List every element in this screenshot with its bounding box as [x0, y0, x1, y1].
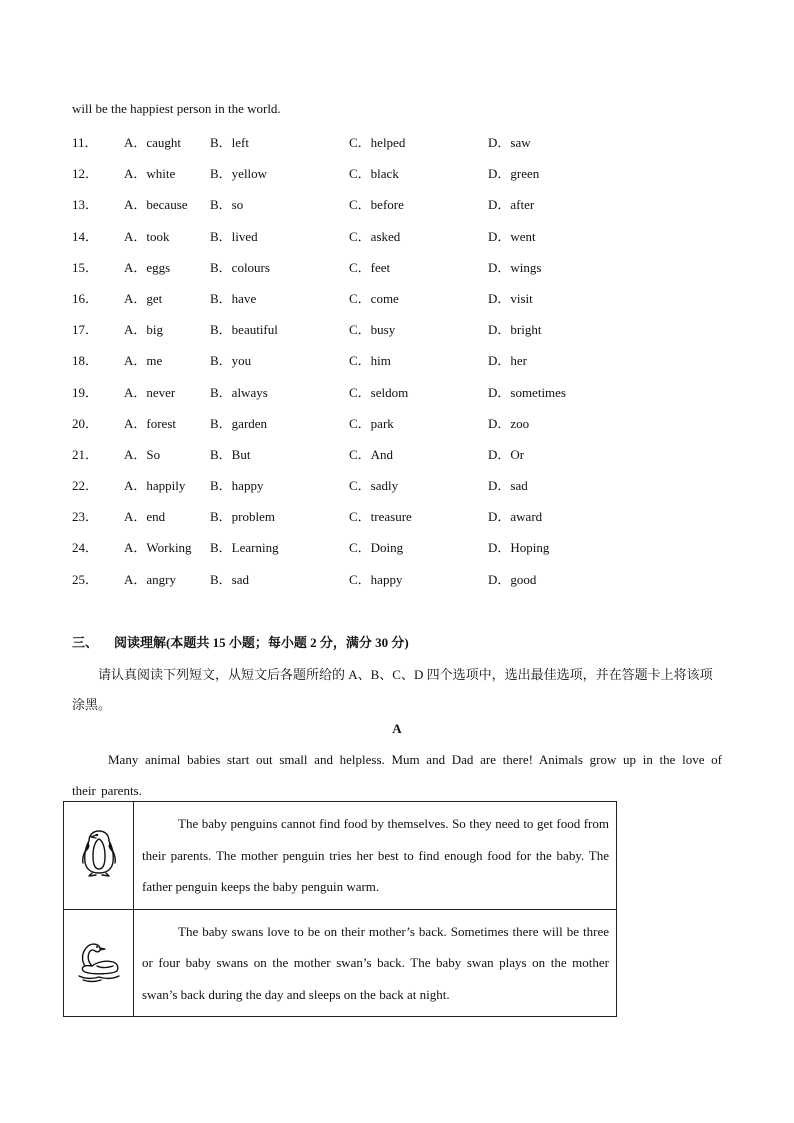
- question-number: 14．: [72, 228, 99, 244]
- option-a: A．So: [124, 446, 161, 462]
- question-number: 21．: [72, 446, 99, 462]
- question-row: [72, 475, 712, 506]
- question-row: [72, 537, 712, 568]
- option-d: D．Or: [488, 446, 525, 462]
- table-row: [64, 909, 617, 1017]
- option-c: C．seldom: [349, 384, 409, 400]
- option-c: C．black: [349, 166, 399, 182]
- question-number: 24．: [72, 540, 99, 556]
- option-b: B．But: [210, 446, 251, 462]
- option-b: B．have: [210, 290, 257, 306]
- section-number: 三、: [72, 635, 99, 650]
- option-b: B．happy: [210, 478, 264, 494]
- option-b: B．you: [210, 353, 252, 369]
- option-b: B．problem: [210, 509, 275, 525]
- option-c: C．treasure: [349, 509, 412, 525]
- question-number: 11．: [72, 135, 98, 150]
- option-c: C．him: [349, 353, 391, 369]
- option-a: A．end: [124, 509, 166, 525]
- option-a: A．big: [124, 322, 164, 338]
- option-a: A．caught: [124, 135, 182, 150]
- option-c: C．sadly: [349, 478, 399, 494]
- option-d: D．saw: [488, 135, 531, 150]
- question-row: [72, 382, 712, 413]
- question-number: 23．: [72, 509, 99, 525]
- option-d: D．went: [488, 228, 536, 244]
- option-d: D．sometimes: [488, 384, 566, 400]
- question-number: 12．: [72, 166, 99, 182]
- question-row: [72, 506, 712, 537]
- option-a: A．Working: [124, 540, 192, 556]
- question-row: [72, 226, 712, 257]
- question-row: [72, 319, 712, 350]
- option-d: D．zoo: [488, 415, 530, 431]
- penguin-text: The baby penguins cannot find food by themselves. So they need to get food from their parents. The mother penguin tries her best to find enough food for the baby. The father penguin keeps the baby penguin warm.: [134, 802, 617, 910]
- question-number: 19．: [72, 384, 99, 400]
- question-number: 13．: [72, 197, 99, 213]
- continuation-text: will be the happiest person in the world.: [72, 101, 281, 116]
- option-d: D．visit: [488, 290, 533, 306]
- option-c: C．feet: [349, 259, 391, 275]
- option-d: D．bright: [488, 322, 542, 338]
- question-list: [72, 132, 712, 600]
- option-c: C．helped: [349, 135, 406, 150]
- icon-cell: [64, 802, 134, 910]
- option-b: B．lived: [210, 228, 258, 244]
- question-row: [72, 413, 712, 444]
- section-instruction: 请认真阅读下列短文，从短文后各题所给的 A、B、C、D 四个选项中，选出最佳选项，并在答题卡上将该项涂黑。: [72, 667, 713, 712]
- option-b: B．beautiful: [210, 322, 278, 338]
- table-row: [64, 802, 617, 910]
- option-d: D．wings: [488, 259, 542, 275]
- passage-label: A: [392, 721, 402, 736]
- option-b: B．left: [210, 135, 249, 150]
- section-title: 阅读理解(本题共 15 小题；每小题 2 分，满分 30 分): [114, 635, 409, 650]
- question-row: [72, 569, 712, 600]
- question-row: [72, 132, 712, 163]
- option-a: A．me: [124, 353, 163, 369]
- option-a: A．forest: [124, 415, 176, 431]
- option-a: A．because: [124, 197, 188, 213]
- question-number: 17．: [72, 322, 99, 338]
- swan-text: The baby swans love to be on their mother’s back. Sometimes there will be three or four baby swans on the mother swan’s back. The baby swan plays on the mother swan’s back during the day and sleeps on the back at night.: [134, 909, 617, 1017]
- option-b: B．so: [210, 197, 244, 213]
- option-c: C．asked: [349, 228, 401, 244]
- animal-table: [63, 801, 617, 1017]
- question-number: 18．: [72, 353, 99, 369]
- option-a: A．angry: [124, 571, 176, 587]
- option-c: C．And: [349, 446, 394, 462]
- question-number: 22．: [72, 478, 99, 494]
- option-a: A．happily: [124, 478, 186, 494]
- question-row: [72, 350, 712, 381]
- option-d: D．sad: [488, 478, 528, 494]
- option-b: B．always: [210, 384, 268, 400]
- option-c: C．before: [349, 197, 404, 213]
- option-c: C．park: [349, 415, 394, 431]
- passage-intro: Many animal babies start out small and helpless. Mum and Dad are there! Animals grow up in the love of their parents.: [72, 752, 722, 798]
- question-row: [72, 257, 712, 288]
- option-d: D．good: [488, 571, 537, 587]
- question-row: [72, 444, 712, 475]
- option-b: B．yellow: [210, 166, 268, 182]
- icon-cell: [64, 909, 134, 1017]
- option-b: B．Learning: [210, 540, 279, 556]
- option-a: A．get: [124, 290, 163, 306]
- option-d: D．after: [488, 197, 535, 213]
- option-b: B．colours: [210, 259, 270, 275]
- question-number: 25．: [72, 571, 99, 587]
- swan-icon: [73, 938, 125, 984]
- question-row: [72, 163, 712, 194]
- question-number: 16．: [72, 290, 99, 306]
- option-a: A．never: [124, 384, 176, 400]
- option-c: C．Doing: [349, 540, 404, 556]
- option-a: A．white: [124, 166, 176, 182]
- option-d: D．award: [488, 509, 543, 525]
- option-c: C．happy: [349, 571, 403, 587]
- option-b: B．garden: [210, 415, 268, 431]
- option-a: A．eggs: [124, 259, 171, 275]
- option-d: D．her: [488, 353, 527, 369]
- penguin-icon: [78, 828, 120, 878]
- option-d: D．Hoping: [488, 540, 550, 556]
- question-number: 20．: [72, 415, 99, 431]
- option-c: C．come: [349, 290, 399, 306]
- option-c: C．busy: [349, 322, 396, 338]
- option-a: A．took: [124, 228, 170, 244]
- option-d: D．green: [488, 166, 540, 182]
- section-heading: [72, 632, 409, 651]
- question-number: 15．: [72, 259, 99, 275]
- question-row: [72, 194, 712, 225]
- option-b: B．sad: [210, 571, 250, 587]
- question-row: [72, 288, 712, 319]
